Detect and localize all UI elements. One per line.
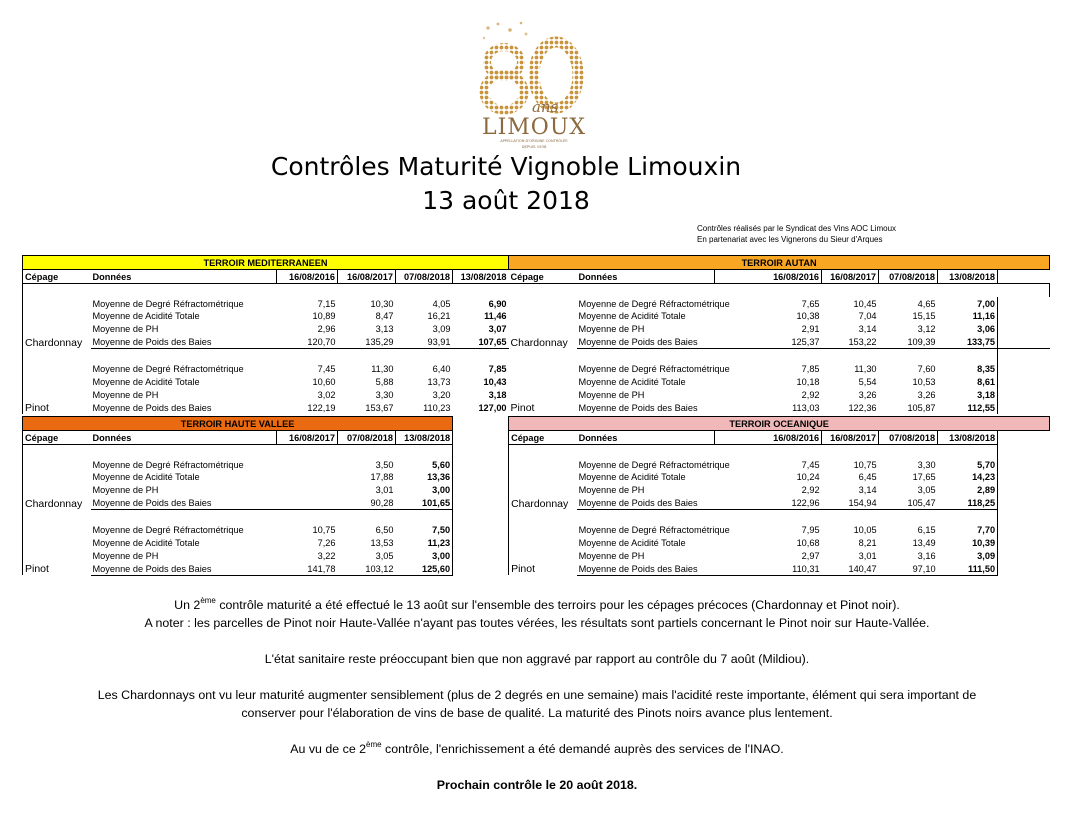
value-cell: 10,45 xyxy=(853,298,877,309)
value-cell: 2,97 xyxy=(801,550,820,561)
value-cell: 6,45 xyxy=(858,472,877,483)
note-text: contrôle, l'enrichissement a été demandé auprès des services de l'INAO. xyxy=(381,742,784,756)
value-cell: 7,04 xyxy=(858,311,877,322)
value-cell: 3,30 xyxy=(917,459,936,470)
col-donnees: Données xyxy=(577,269,715,283)
note-text: Au vu de ce 2 xyxy=(290,742,367,756)
results-table-bottom xyxy=(22,416,1050,576)
value-cell: 107,65 xyxy=(453,335,509,348)
logo-tagline: APPELLATION D'ORIGINE CONTRÔLÉE xyxy=(500,139,568,143)
terroir-autan-title: TERROIR AUTAN xyxy=(509,256,1050,270)
credits-line-2: En partenariat avec les Vignerons du Sieur d'Arques xyxy=(697,235,883,244)
col-cepage: Cépage xyxy=(509,430,577,444)
cepage-name: Pinot xyxy=(23,523,91,575)
data-label: Moyenne de Acidité Totale xyxy=(578,537,686,548)
value-cell: 3,01 xyxy=(375,485,394,496)
data-label: Moyenne de Poids des Baies xyxy=(92,402,212,413)
note-text: Un 2 xyxy=(174,598,201,612)
date-header: 07/08/2018 xyxy=(396,269,453,283)
value-cell: 7,65 xyxy=(801,298,820,309)
value-cell: 10,24 xyxy=(796,472,820,483)
logo-since: DEPUIS 1938 xyxy=(521,144,547,149)
value-cell: 3,13 xyxy=(375,324,394,335)
value-cell: 7,45 xyxy=(317,364,336,375)
data-label: Moyenne de PH xyxy=(92,550,159,561)
value-cell: 3,06 xyxy=(938,322,998,335)
value-cell: 111,50 xyxy=(938,562,998,575)
value-cell: 14,23 xyxy=(938,471,998,484)
date-header: 16/08/2017 xyxy=(822,269,879,283)
value-cell: 5,54 xyxy=(858,376,877,387)
value-cell: 3,22 xyxy=(317,550,336,561)
value-cell: 125,60 xyxy=(396,562,453,575)
cepage-name: Chardonnay xyxy=(23,458,91,510)
value-cell xyxy=(277,458,338,471)
value-cell: 13,49 xyxy=(912,537,936,548)
value-cell: 13,53 xyxy=(370,537,394,548)
value-cell: 6,40 xyxy=(432,364,451,375)
value-cell: 3,05 xyxy=(917,485,936,496)
value-cell: 10,38 xyxy=(796,311,820,322)
value-cell: 3,26 xyxy=(858,389,877,400)
logo-ans-text: ans xyxy=(532,98,559,116)
value-cell: 141,78 xyxy=(277,562,338,575)
value-cell: 110,23 xyxy=(423,402,451,413)
value-cell: 122,96 xyxy=(715,496,822,509)
value-cell: 6,15 xyxy=(917,525,936,536)
note-text: contrôle maturité a été effectué le 13 août sur l'ensemble des terroirs pour les cépages précoces (Chardonnay et Pinot noir). xyxy=(215,598,900,612)
value-cell: 122,36 xyxy=(848,402,877,413)
note-paragraph: L'état sanitaire reste préoccupant bien que non aggravé par rapport au contrôle du 7 août (Mildiou). xyxy=(264,652,810,666)
date-header: 16/08/2017 xyxy=(822,430,879,444)
data-label: Moyenne de PH xyxy=(578,485,645,496)
value-cell: 93,91 xyxy=(396,335,453,348)
limoux-80-ans-logo xyxy=(474,20,594,150)
col-donnees: Données xyxy=(577,430,715,444)
data-label: Moyenne de Poids des Baies xyxy=(91,496,277,509)
value-cell: 109,39 xyxy=(879,335,938,348)
value-cell: 7,70 xyxy=(938,523,998,536)
data-label: Moyenne de Acidité Totale xyxy=(92,311,200,322)
data-label: Moyenne de Degré Réfractométrique xyxy=(92,364,244,375)
value-cell: 3,18 xyxy=(938,388,998,401)
value-cell: 2,91 xyxy=(801,324,820,335)
col-cepage: Cépage xyxy=(509,269,577,283)
value-cell: 153,67 xyxy=(365,402,394,413)
table-row xyxy=(23,458,1050,471)
value-cell: 3,02 xyxy=(317,389,336,400)
value-cell: 8,21 xyxy=(858,537,877,548)
value-cell: 13,73 xyxy=(427,376,451,387)
value-cell: 7,85 xyxy=(801,364,820,375)
value-cell: 3,26 xyxy=(917,389,936,400)
value-cell: 2,92 xyxy=(801,389,820,400)
cepage-name: Chardonnay xyxy=(509,458,577,510)
value-cell: 3,18 xyxy=(488,389,507,400)
data-label: Moyenne de Acidité Totale xyxy=(92,537,200,548)
value-cell: 3,07 xyxy=(488,324,507,335)
data-label: Moyenne de Acidité Totale xyxy=(92,376,200,387)
value-cell: 15,15 xyxy=(912,311,936,322)
date-header: 16/08/2016 xyxy=(715,269,822,283)
value-cell: 112,55 xyxy=(938,401,998,414)
value-cell xyxy=(277,483,338,496)
data-label: Moyenne de Acidité Totale xyxy=(578,472,686,483)
note-superscript: ème xyxy=(200,596,216,605)
cepage-name: Pinot xyxy=(23,362,91,414)
value-cell: 11,30 xyxy=(371,364,394,375)
data-label: Moyenne de Degré Réfractométrique xyxy=(578,298,730,309)
value-cell: 2,89 xyxy=(938,483,998,496)
data-label: Moyenne de Poids des Baies xyxy=(577,335,715,348)
value-cell: 105,87 xyxy=(907,402,936,413)
date-header: 16/08/2017 xyxy=(277,430,338,444)
value-cell: 135,29 xyxy=(338,335,396,348)
value-cell: 2,96 xyxy=(317,324,336,335)
value-cell: 101,65 xyxy=(396,496,453,509)
terroir-haute-vallee-title: TERROIR HAUTE VALLEE xyxy=(23,417,453,431)
notes xyxy=(40,596,1034,794)
data-label: Moyenne de Poids des Baies xyxy=(91,562,277,575)
value-cell: 3,09 xyxy=(938,549,998,562)
date-header: 07/08/2018 xyxy=(879,269,938,283)
col-donnees: Données xyxy=(91,269,277,283)
value-cell: 17,65 xyxy=(912,472,936,483)
date-header: 16/08/2016 xyxy=(715,430,822,444)
value-cell: 11,30 xyxy=(854,364,877,375)
data-label: Moyenne de Degré Réfractométrique xyxy=(92,298,244,309)
value-cell: 127,00 xyxy=(478,402,507,413)
date-header: 16/08/2017 xyxy=(338,269,396,283)
data-label: Moyenne de Degré Réfractométrique xyxy=(578,525,730,536)
value-cell: 120,70 xyxy=(277,335,338,348)
table-row xyxy=(23,297,1050,310)
value-cell: 3,20 xyxy=(432,389,451,400)
value-cell: 11,16 xyxy=(938,310,998,323)
value-cell: 4,05 xyxy=(432,298,451,309)
col-cepage: Cépage xyxy=(23,269,91,283)
data-label: Moyenne de PH xyxy=(578,550,645,561)
value-cell: 5,88 xyxy=(375,376,394,387)
value-cell: 10,60 xyxy=(312,376,336,387)
data-label: Moyenne de Degré Réfractométrique xyxy=(92,459,244,470)
date-header: 07/08/2018 xyxy=(879,430,938,444)
value-cell: 4,65 xyxy=(917,298,936,309)
data-label: Moyenne de PH xyxy=(578,389,645,400)
cepage-name: Chardonnay xyxy=(510,336,568,349)
value-cell: 7,95 xyxy=(801,525,820,536)
col-donnees: Données xyxy=(91,430,277,444)
value-cell: 13,36 xyxy=(396,471,453,484)
value-cell: 103,12 xyxy=(338,562,396,575)
table-row xyxy=(23,362,1050,375)
data-label: Moyenne de PH xyxy=(92,324,159,335)
value-cell: 3,14 xyxy=(858,324,877,335)
value-cell: 3,00 xyxy=(396,549,453,562)
value-cell: 3,14 xyxy=(858,485,877,496)
value-cell: 125,37 xyxy=(715,335,822,348)
note-paragraph: A noter : les parcelles de Pinot noir Haute-Vallée n'ayant pas toutes vérées, les résultats sont partiels concernant le Pinot noir sur Haute-Vallée. xyxy=(144,616,930,630)
value-cell: 10,89 xyxy=(312,311,336,322)
value-cell: 3,16 xyxy=(917,550,936,561)
date-header: 07/08/2018 xyxy=(338,430,396,444)
value-cell: 154,94 xyxy=(822,496,879,509)
data-label: Moyenne de Degré Réfractométrique xyxy=(578,459,730,470)
note-paragraph: Les Chardonnays ont vu leur maturité augmenter sensiblement (plus de 2 degrés en une semaine) mais l'acidité reste importante, élément qui sera important de xyxy=(97,688,977,702)
terroir-oceanique-title: TERROIR OCEANIQUE xyxy=(509,417,1050,431)
value-cell: 7,00 xyxy=(938,297,998,310)
value-cell: 10,75 xyxy=(853,459,877,470)
date-header: 13/08/2018 xyxy=(453,269,509,283)
note-superscript: ème xyxy=(366,740,382,749)
data-label: Moyenne de Poids des Baies xyxy=(91,335,277,348)
data-label: Moyenne de Poids des Baies xyxy=(577,562,715,575)
value-cell: 10,53 xyxy=(912,376,936,387)
page-title: Contrôles Maturité Vignoble Limouxin xyxy=(270,152,742,181)
value-cell: 3,00 xyxy=(396,483,453,496)
table-row xyxy=(23,523,1050,536)
date-header: 13/08/2018 xyxy=(396,430,453,444)
data-label: Moyenne de PH xyxy=(92,389,159,400)
value-cell: 3,30 xyxy=(375,389,394,400)
data-label: Moyenne de Poids des Baies xyxy=(577,496,715,509)
value-cell: 118,25 xyxy=(938,496,998,509)
note-paragraph xyxy=(40,740,1034,758)
note-paragraph: conserver pour l'élaboration de vins de base de qualité. La maturité des Pinots noirs avance plus lentement. xyxy=(241,706,833,720)
data-label: Moyenne de PH xyxy=(578,324,645,335)
data-label: Moyenne de PH xyxy=(92,485,159,496)
value-cell: 8,47 xyxy=(375,311,394,322)
value-cell: 10,75 xyxy=(312,525,336,536)
value-cell: 10,18 xyxy=(796,376,820,387)
next-control-note: Prochain contrôle le 20 août 2018. xyxy=(436,778,638,792)
cepage-name: Chardonnay xyxy=(23,297,91,349)
value-cell xyxy=(277,471,338,484)
value-cell: 17,88 xyxy=(370,472,394,483)
note-paragraph xyxy=(40,596,1034,614)
value-cell: 10,05 xyxy=(853,525,877,536)
data-label: Moyenne de Acidité Totale xyxy=(92,472,200,483)
value-cell: 11,23 xyxy=(396,536,453,549)
credits xyxy=(697,223,896,245)
value-cell: 3,12 xyxy=(917,324,936,335)
value-cell: 16,21 xyxy=(427,311,451,322)
value-cell: 10,43 xyxy=(483,376,507,387)
logo-name: LIMOUX xyxy=(481,115,587,140)
value-cell: 5,70 xyxy=(938,458,998,471)
data-label: Moyenne de Acidité Totale xyxy=(578,311,686,322)
data-label: Moyenne de Degré Réfractométrique xyxy=(578,364,730,375)
col-cepage: Cépage xyxy=(23,430,91,444)
value-cell: 7,15 xyxy=(317,298,336,309)
value-cell: 110,31 xyxy=(715,562,822,575)
value-cell: 8,61 xyxy=(938,375,998,388)
value-cell: 97,10 xyxy=(879,562,938,575)
value-cell: 11,46 xyxy=(484,311,507,322)
page-date: 13 août 2018 xyxy=(422,186,590,215)
value-cell: 3,50 xyxy=(375,459,394,470)
value-cell: 140,47 xyxy=(822,562,879,575)
data-label: Moyenne de Acidité Totale xyxy=(578,376,686,387)
cepage-name: Pinot xyxy=(510,401,535,414)
data-label: Moyenne de Poids des Baies xyxy=(578,402,698,413)
value-cell: 10,68 xyxy=(796,537,820,548)
value-cell: 90,28 xyxy=(338,496,396,509)
value-cell: 8,35 xyxy=(938,362,998,375)
value-cell: 3,01 xyxy=(858,550,877,561)
value-cell: 122,19 xyxy=(307,402,336,413)
value-cell: 3,09 xyxy=(432,324,451,335)
results-table-top xyxy=(22,255,1050,414)
value-cell: 7,60 xyxy=(917,364,936,375)
value-cell: 5,60 xyxy=(396,458,453,471)
value-cell: 105,47 xyxy=(879,496,938,509)
value-cell: 7,50 xyxy=(396,523,453,536)
value-cell: 133,75 xyxy=(938,335,998,348)
value-cell: 113,03 xyxy=(792,402,820,413)
value-cell: 153,22 xyxy=(822,335,879,348)
value-cell: 10,30 xyxy=(370,298,394,309)
value-cell: 7,45 xyxy=(801,459,820,470)
date-header: 13/08/2018 xyxy=(938,269,998,283)
value-cell: 10,39 xyxy=(938,536,998,549)
value-cell xyxy=(277,496,338,509)
value-cell: 2,92 xyxy=(801,485,820,496)
terroir-mediterraneen-title: TERROIR MEDITERRANEEN xyxy=(23,256,509,270)
value-cell: 7,26 xyxy=(317,537,336,548)
value-cell: 6,90 xyxy=(488,298,507,309)
date-header: 13/08/2018 xyxy=(938,430,998,444)
cepage-name: Pinot xyxy=(509,523,577,575)
credits-line-1: Contrôles réalisés par le Syndicat des Vins AOC Limoux xyxy=(697,224,897,233)
value-cell: 7,85 xyxy=(488,364,507,375)
value-cell: 6,50 xyxy=(375,525,394,536)
data-label: Moyenne de Degré Réfractométrique xyxy=(92,525,244,536)
date-header: 16/08/2016 xyxy=(277,269,338,283)
value-cell: 3,05 xyxy=(375,550,394,561)
